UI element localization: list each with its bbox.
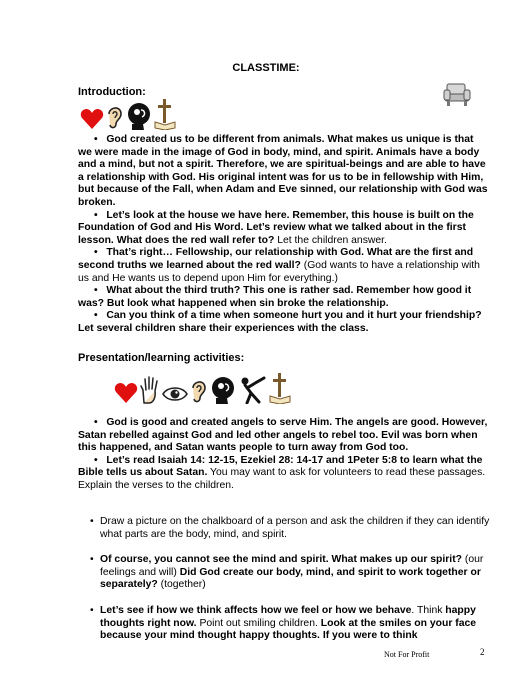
presentation-bullet-1: • God is good and created angels to serve Him. The angels are good. However, Satan rebelled against God and led other angels to rebel too. Evil was born when this happened, and Satan wants people to turn away from God too. <box>78 417 488 454</box>
page-number: 2 <box>480 647 485 657</box>
hand-icon <box>139 376 161 404</box>
armchair-icon <box>442 80 474 113</box>
stretching-person-icon <box>237 376 267 404</box>
presentation-icon-row <box>114 372 292 404</box>
footer-text: Not For Profit <box>384 650 430 659</box>
intro-heading: Introduction: <box>78 86 146 98</box>
intro-bullet-1: • God created us to be different from animals. What makes us unique is that we were made in the image of God in body, mind, and spirit. Animals have a body and a mind, but not a spirit. Therefore, we are spiritual-beings and are able to have a relationship with God. His original intent was for us to be in fellowship with Him, but because of the Fall, when Adam and Eve sinned, our relationship with God was broken. <box>78 134 488 208</box>
presentation-heading: Presentation/learning activities: <box>78 352 245 364</box>
intro-bullet-4: • What about the third truth? This one is rather sad. Remember how good it was? But look what happened when sin broke the relationship. <box>78 285 472 309</box>
intro-bullet-3: • That’s right… Fellowship, our relationship with God. What are the first and second truths we learned about the red wall? (God wants to have a relationship with us and He wants us to depend upon Him for everything.) <box>78 247 480 284</box>
head-profile-icon <box>126 102 152 130</box>
list-item: • Let’s see if how we think affects how we feel or how we behave. Think happy thoughts right now. Point out smiling children. Look at the smiles on your face because your mind thought happy thoughts. If you were to think <box>90 604 477 642</box>
ear-icon <box>189 378 209 404</box>
presentation-paragraphs <box>78 417 488 493</box>
cross-bible-icon <box>268 372 292 404</box>
page-title: CLASSTIME: <box>232 62 300 74</box>
intro-bullet-5: • Can you think of a time when someone hurt you and it hurt your friendship? Let several children share their experiences with the class. <box>78 310 482 334</box>
intro-bullet-2: • Let’s look at the house we have here. Remember, this house is built on the Foundation of God and His Word. Let’s review what we talked about in the first lesson. What does the red wall refer to? Let the children answer. <box>78 209 474 246</box>
heart-icon <box>80 108 104 130</box>
activity-list <box>78 516 490 656</box>
list-item: • Draw a picture on the chalkboard of a person and ask the children if they can identify what parts are the body, mind, and spirit. <box>90 516 490 540</box>
list-item: • Of course, you cannot see the mind and spirit. What makes up our spirit? (our feelings and will) Did God create our body, mind, and spirit to work together or separately? (together) <box>90 554 484 591</box>
presentation-bullet-2: • Let’s read Isaiah 14: 12-15, Ezekiel 28: 14-17 and 1Peter 5:8 to learn what the Bible tells us about Satan. You may want to ask for volunteers to read these passages. Explain the verses to the children. <box>78 454 486 491</box>
eye-icon <box>162 384 188 404</box>
cross-bible-icon <box>153 98 177 130</box>
ear-icon <box>105 104 125 130</box>
head-profile-icon <box>210 376 236 404</box>
intro-paragraphs <box>78 134 488 336</box>
intro-icon-row <box>80 98 177 130</box>
heart-icon <box>114 382 138 404</box>
